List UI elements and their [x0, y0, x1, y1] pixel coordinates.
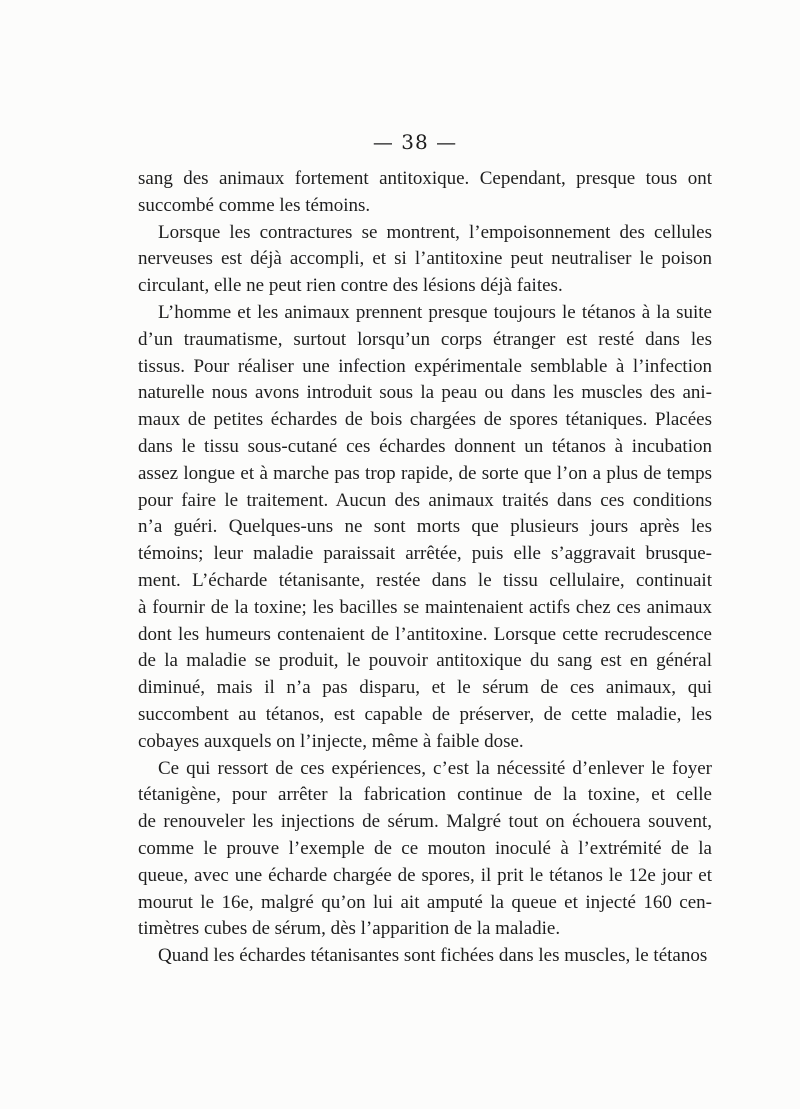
text-line: Lorsque les contractures se montrent, l’empoisonnement des cellules — [158, 221, 712, 243]
text-line: naturelle nous avons introduit sous la peau ou dans les muscles des ani- — [138, 382, 712, 404]
text-line: d’un traumatisme, surtout lorsqu’un corps étranger est resté dans les — [138, 328, 712, 350]
text-line: succombé comme les témoins. — [138, 194, 371, 216]
text-line: nerveuses est déjà accompli, et si l’antitoxine peut neutraliser le poison — [138, 248, 712, 270]
paragraph — [138, 756, 712, 944]
text-line: de la maladie se produit, le pouvoir antitoxique du sang est en général — [138, 650, 712, 672]
text-line: Quand les échardes tétanisantes sont fichées dans les muscles, le tétanos — [158, 945, 708, 967]
paragraph — [138, 220, 712, 300]
text-line: maux de petites échardes de bois chargées de spores tétaniques. Placées — [138, 409, 712, 431]
text-line: à fournir de la toxine; les bacilles se maintenaient actifs chez ces animaux — [138, 596, 712, 618]
paragraph — [138, 943, 712, 970]
text-line: diminué, mais il n’a pas disparu, et le sérum de ces animaux, qui — [138, 677, 712, 699]
text-line: sang des animaux fortement antitoxique. Cependant, presque tous ont — [138, 168, 712, 189]
text-line: queue, avec une écharde chargée de spores, il prit le tétanos le 12e jour et — [138, 864, 712, 886]
text-line: n’a guéri. Quelques-uns ne sont morts que plusieurs jours après les — [138, 516, 712, 538]
text-line: L’homme et les animaux prennent presque toujours le tétanos à la suite — [158, 301, 712, 323]
page-number: — 38 — — [372, 130, 458, 154]
text-line: tétanigène, pour arrêter la fabrication continue de la toxine, et celle — [138, 784, 712, 806]
text-line: dont les humeurs contenaient de l’antitoxine. Lorsque cette recrudescence — [138, 623, 712, 645]
paragraph — [138, 166, 712, 220]
text-line: pour faire le traitement. Aucun des animaux traités dans ces conditions — [138, 489, 712, 511]
text-line: dans le tissu sous-cutané ces échardes donnent un tétanos à incubation — [138, 435, 712, 457]
text-line: timètres cubes de sérum, dès l’apparition de la maladie. — [138, 918, 561, 940]
text-line: assez longue et à marche pas trop rapide, de sorte que l’on a plus de temps — [138, 462, 712, 484]
text-line: circulant, elle ne peut rien contre des lésions déjà faites. — [138, 275, 563, 297]
text-line: ment. L’écharde tétanisante, restée dans le tissu cellulaire, continuait — [138, 569, 712, 591]
text-line: Ce qui ressort de ces expériences, c’est la nécessité d’enlever le foyer — [158, 757, 712, 779]
text-line: mourut le 16e, malgré qu’on lui ait amputé la queue et injecté 160 cen- — [138, 891, 712, 913]
text-line: succombent au tétanos, est capable de préserver, de cette maladie, les — [138, 703, 712, 725]
text-line: témoins; leur maladie paraissait arrêtée, puis elle s’aggravait brusque- — [138, 543, 712, 565]
text-line: de renouveler les injections de sérum. Malgré tout on échouera souvent, — [138, 811, 712, 833]
paragraph — [138, 300, 712, 756]
body-text — [138, 166, 712, 970]
text-line: tissus. Pour réaliser une infection expérimentale semblable à l’infection — [138, 355, 712, 377]
text-line: cobayes auxquels on l’injecte, même à faible dose. — [138, 730, 524, 752]
text-line: comme le prouve l’exemple de ce mouton inoculé à l’extrémité de la — [138, 837, 712, 859]
